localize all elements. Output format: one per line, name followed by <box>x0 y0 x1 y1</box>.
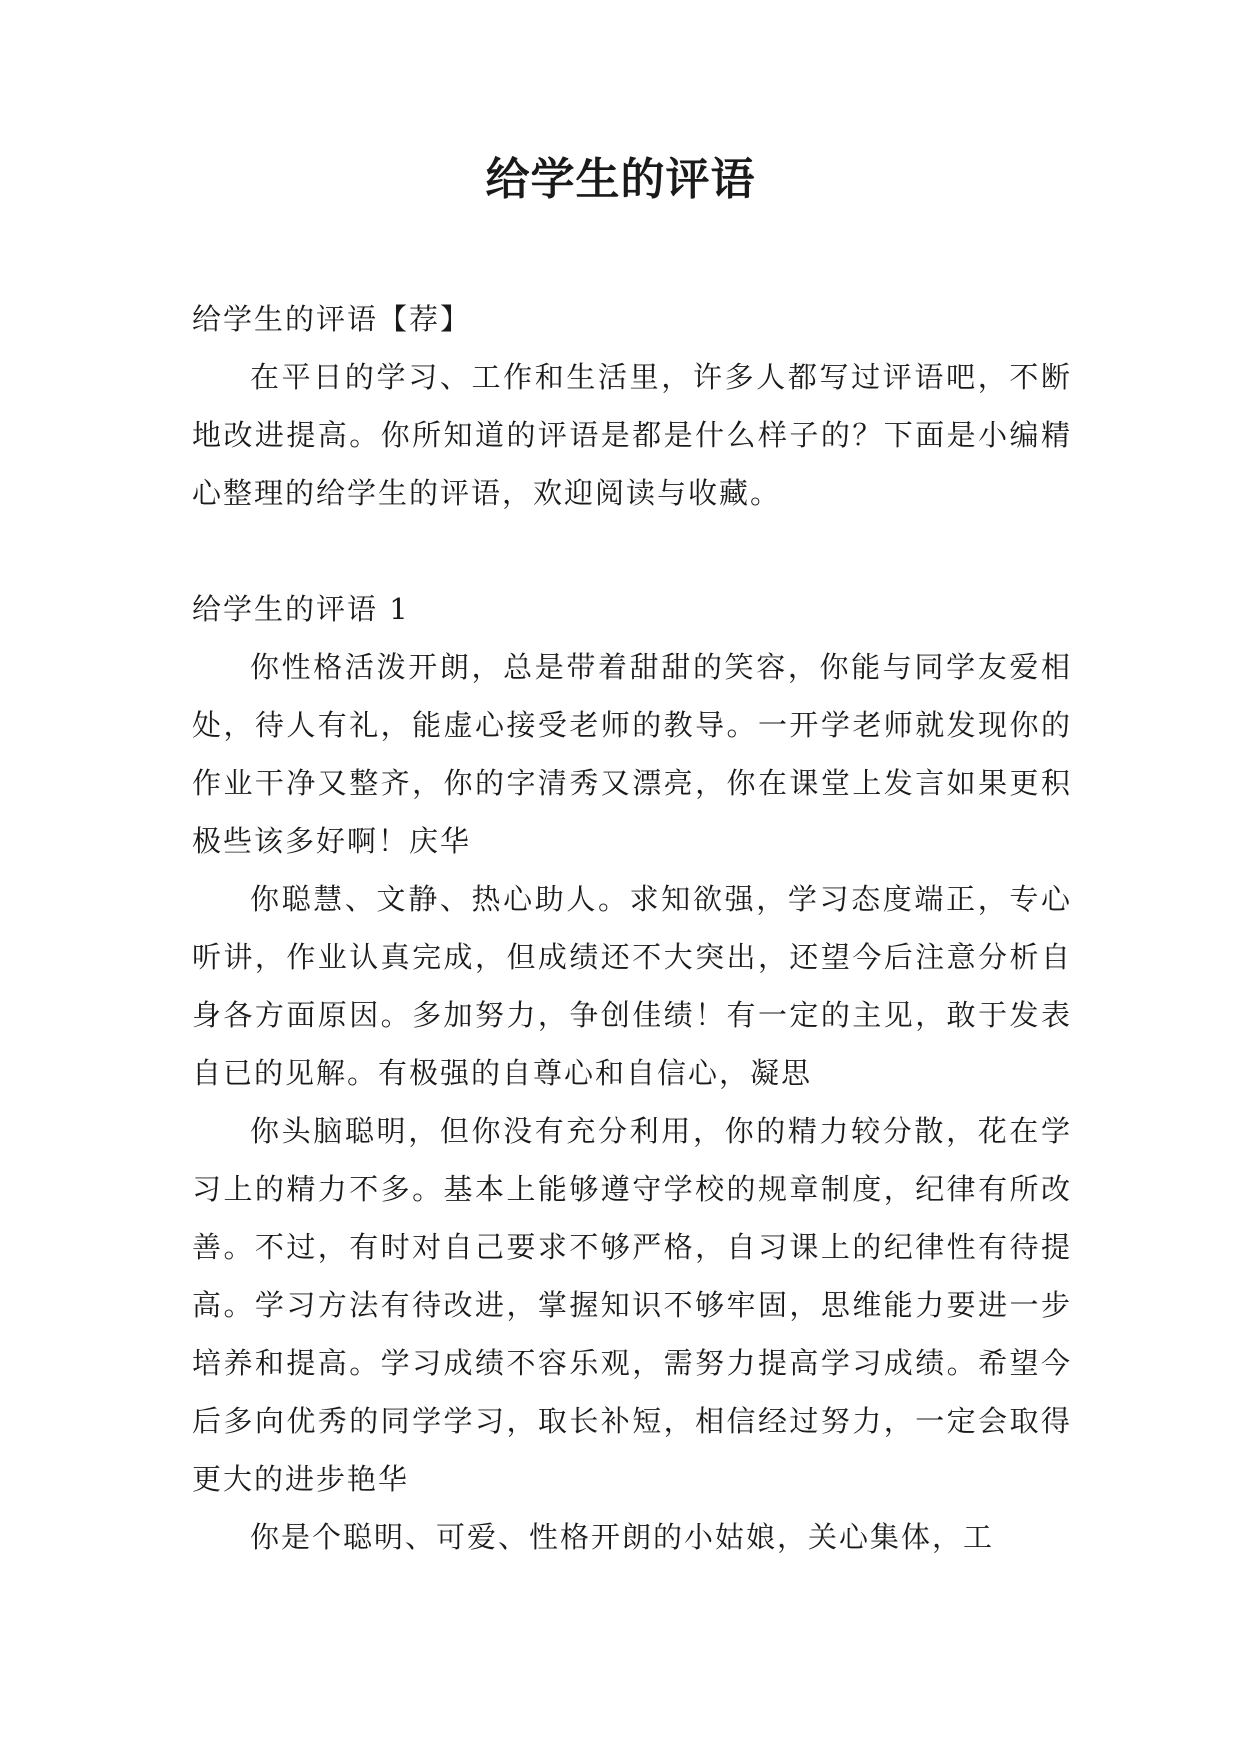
paragraph-spacer <box>192 522 1072 580</box>
comment-paragraph-2: 你聪慧、文静、热心助人。求知欲强，学习态度端正，专心听讲，作业认真完成，但成绩还不大突出，还望今后注意分析自身各方面原因。多加努力，争创佳绩！有一定的主见，敢于发表自已的见解。有极强的自尊心和自信心，凝思 <box>192 882 1072 1090</box>
intro-paragraph: 在平日的学习、工作和生活里，许多人都写过评语吧，不断地改进提高。你所知道的评语是都是什么样子的？下面是小编精心整理的给学生的评语，欢迎阅读与收藏。 <box>192 360 1072 510</box>
comment-paragraph-3: 你头脑聪明，但你没有充分利用，你的精力较分散，花在学习上的精力不多。基本上能够遵守学校的规章制度，纪律有所改善。不过，有时对自己要求不够严格，自习课上的纪律性有待提高。学习方法有待改进，掌握知识不够牢固，思维能力要进一步培养和提高。学习成绩不容乐观，需努力提高学习成绩。希望今后多向优秀的同学学习，取长补短，相信经过努力，一定会取得更大的进步艳华 <box>192 1114 1072 1496</box>
document-body <box>192 290 1072 1566</box>
comment-paragraph-1: 你性格活泼开朗，总是带着甜甜的笑容，你能与同学友爱相处，待人有礼，能虚心接受老师的教导。一开学老师就发现你的作业干净又整齐，你的字清秀又漂亮，你在课堂上发言如果更积极些该多好啊！庆华 <box>192 650 1072 858</box>
document-subtitle: 给学生的评语【荐】 <box>192 302 472 336</box>
document-title: 给学生的评语 <box>485 154 756 205</box>
comment-paragraph-4: 你是个聪明、可爱、性格开朗的小姑娘，关心集体，工 <box>250 1520 995 1554</box>
section-heading: 给学生的评语 1 <box>192 592 410 626</box>
